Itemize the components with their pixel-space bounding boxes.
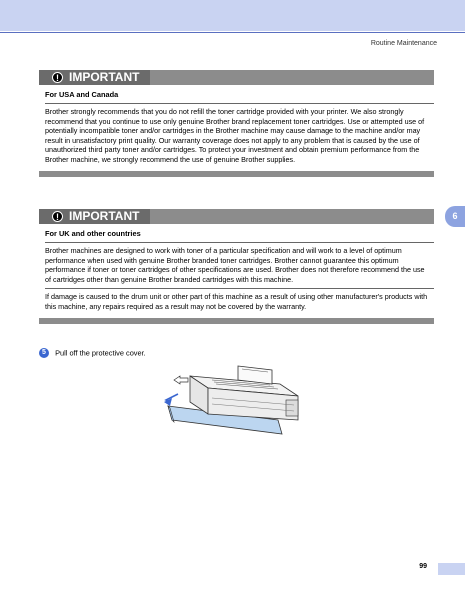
footer-corner-block (438, 563, 465, 575)
important-title: IMPORTANT (69, 70, 140, 84)
important-paragraph-2: If damage is caused to the drum unit or other part of this machine as a result of using other manufacturer's products with this machine, any repairs required as a result may not be covered by the warranty. (45, 292, 428, 311)
important-title: IMPORTANT (69, 209, 140, 223)
header-rule (0, 32, 465, 33)
important-paragraph: Brother strongly recommends that you do not refill the toner cartridge provided with your printer. We also strongly recommend that you continue to use only genuine Brother brand replacement toner cartridges. Use or attempted use of potentially incompatible toner and/or cartridges in the Brother machine may cause damage to the machine and/or may result in unsatisfactory print quality. Our warranty coverage does not apply to any problem that is caused by the use of unauthorized third party toner and/or cartridges. To protect your investment and obtain premium performance from the Brother machine, we strongly recommend the use of genuine Brother supplies. (45, 107, 425, 164)
divider (45, 288, 434, 289)
important-bottom-bar (39, 171, 434, 177)
step-text: Pull off the protective cover. (55, 348, 146, 358)
exclamation-icon: ! (52, 211, 63, 222)
step-number: 5 (39, 348, 49, 358)
page-number: 99 (419, 563, 427, 570)
important-box-uk (39, 209, 434, 324)
important-subtitle: For UK and other countries (45, 229, 141, 238)
section-header: Routine Maintenance (370, 40, 437, 47)
toner-cartridge-illustration (160, 358, 310, 438)
important-title-tab (39, 209, 150, 224)
exclamation-icon: ! (52, 72, 63, 83)
chapter-tab: 6 (445, 206, 465, 227)
important-paragraph-1: Brother machines are designed to work with toner of a particular specification and will work to a level of optimum performance when used with genuine Brother branded toner cartridges. Brother cannot guarantee this optimum performance if toner or toner cartridges of other specifications are used. Brother does not therefore recommend the use of cartridges other than genuine Brother branded cartridges with this machine. (45, 246, 425, 284)
step-instruction (39, 348, 146, 358)
important-subtitle: For USA and Canada (45, 90, 119, 99)
divider (45, 103, 434, 104)
important-bottom-bar (39, 318, 434, 324)
important-bar (39, 70, 434, 85)
important-title-tab (39, 70, 150, 85)
important-bar (39, 209, 434, 224)
important-box-usa-canada (39, 70, 434, 177)
divider (45, 242, 434, 243)
top-header-band (0, 0, 465, 31)
